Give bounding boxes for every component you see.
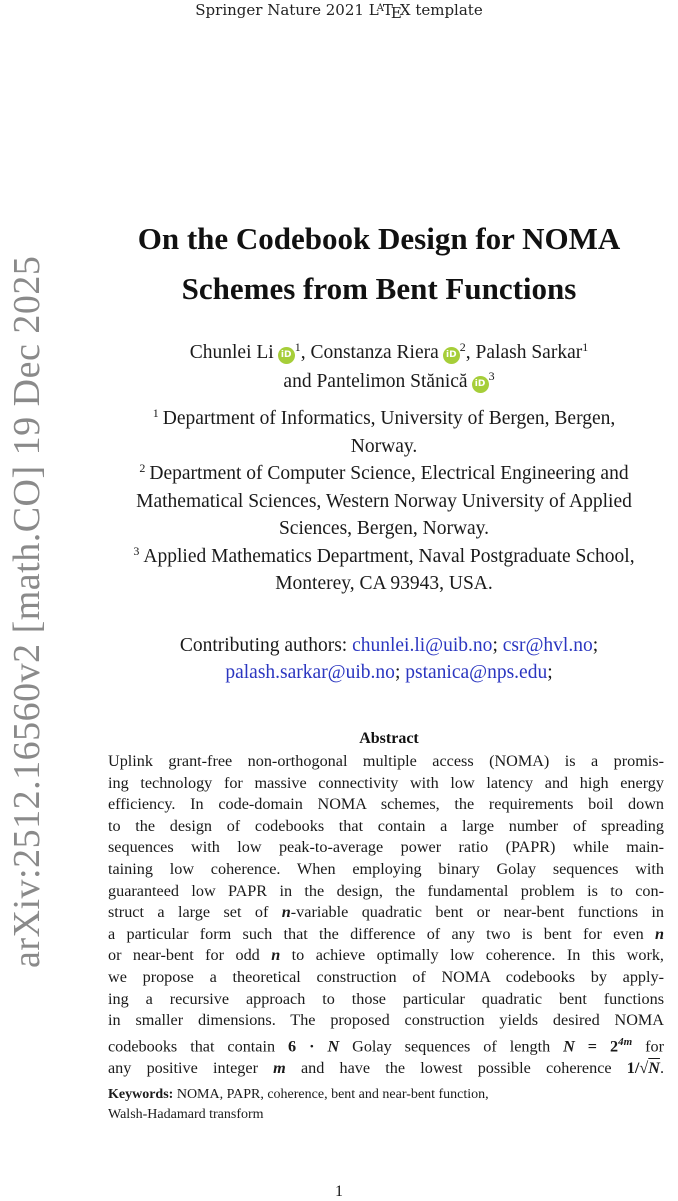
abstract-line: ing technology for massive connectivity with low latency and high energy	[108, 773, 664, 792]
page-number: 1	[335, 1183, 343, 1200]
abstract-line: we propose a theoretical construction of NOMA codebooks by apply-	[108, 967, 664, 986]
author-name: Chunlei Li	[189, 342, 274, 363]
orcid-icon[interactable]: iD	[443, 347, 460, 364]
abstract-line: struct a large set of n-variable quadratic bent or near-bent functions in	[108, 903, 664, 922]
running-head-prefix: Springer Nature 2021	[195, 1, 369, 19]
author-list	[100, 338, 678, 396]
affiliation-2: $^2$ Department of Computer Science, Electrical Engineering and Mathematical Sciences, Western Norway University of Applied Sciences, Bergen, Norway.	[136, 461, 632, 539]
arxiv-identifier-stamp[interactable]: arXiv:2512.16560v2 [math.CO] 19 Dec 2025	[6, 255, 48, 968]
title-line-2: Schemes from Bent Functions	[181, 271, 577, 306]
author-name: Palash Sarkar	[475, 342, 583, 363]
keywords: Keywords: NOMA, PAPR, coherence, bent and near-bent function, Walsh-Hadamard transform	[108, 1087, 489, 1122]
abstract-line: ing a recursive approach to those particular quadratic bent functions	[108, 989, 664, 1008]
email-link[interactable]: chunlei.li@uib.no	[352, 635, 493, 656]
affiliation-ref: 2	[459, 340, 466, 354]
orcid-icon[interactable]: iD	[472, 376, 489, 393]
email-link[interactable]: csr@hvl.no	[502, 635, 593, 656]
affiliations	[90, 405, 678, 598]
abstract-line: any positive integer m and have the lowest possible coherence 1/√N.	[108, 1058, 665, 1077]
abstract-line: codebooks that contain 6 · N Golay sequences of length $N = 2^{4m}$ for	[108, 1035, 664, 1056]
author-line-1: Chunlei Li $iD^1$, Constanza Riera $iD^2$, Palash Sarkar$^1$	[189, 340, 589, 363]
abstract-line: in smaller dimensions. The proposed construction yields desired NOMA	[108, 1011, 664, 1030]
author-line-2: and Pantelimon Stănică $iD^3$	[283, 369, 495, 392]
affiliation-ref: 1	[294, 340, 301, 354]
abstract-line: to the design of codebooks that contain a large number of spreading	[108, 816, 664, 835]
latex-logo: $L^AT_EX$	[368, 1, 411, 22]
abstract-line: a particular form such that the difference of any two is bent for even n	[108, 924, 664, 943]
affiliation-3: $^3$ Applied Mathematics Department, Naval Postgraduate School, Monterey, CA 93943, USA.	[133, 543, 635, 594]
abstract-heading: Abstract	[359, 730, 419, 747]
orcid-icon[interactable]: iD	[278, 347, 295, 364]
contributing-authors: Contributing authors: chunlei.li@uib.no; csr@hvl.no; palash.sarkar@uib.no; pstanica@nps.edu;	[179, 635, 599, 683]
author-name: Pantelimon Stănică	[316, 371, 468, 392]
abstract-line: sequences with low peak-to-average power ratio (PAPR) while main-	[108, 838, 664, 857]
running-head	[0, 0, 678, 22]
contributing-label: Contributing authors:	[179, 635, 353, 656]
abstract-line: efficiency. In code-domain NOMA schemes, the requirements boil down	[108, 795, 664, 814]
affiliation-ref: 3	[488, 369, 495, 383]
email-link[interactable]: palash.sarkar@uib.no	[225, 662, 395, 683]
affiliation-ref: 1	[582, 340, 589, 354]
title-line-1: On the Codebook Design for NOMA	[137, 221, 621, 256]
abstract-body	[108, 751, 664, 1079]
paper-title	[80, 214, 678, 314]
keywords-label: Keywords:	[108, 1087, 174, 1102]
abstract-line: guaranteed low PAPR in the design, the fundamental problem is to con-	[108, 881, 664, 900]
abstract-line: or near-bent for odd n to achieve optimally low coherence. In this work,	[108, 946, 664, 965]
abstract-line: Uplink grant-free non-orthogonal multiple access (NOMA) is a promis-	[108, 752, 664, 770]
running-head-suffix: template	[410, 1, 483, 19]
email-link[interactable]: pstanica@nps.edu	[405, 662, 548, 683]
abstract-line: taining low coherence. When employing binary Golay sequences with	[108, 859, 664, 878]
author-name: Constanza Riera	[310, 342, 439, 363]
affiliation-1: $^1$ Department of Informatics, University of Bergen, Bergen, Norway.	[152, 406, 616, 457]
